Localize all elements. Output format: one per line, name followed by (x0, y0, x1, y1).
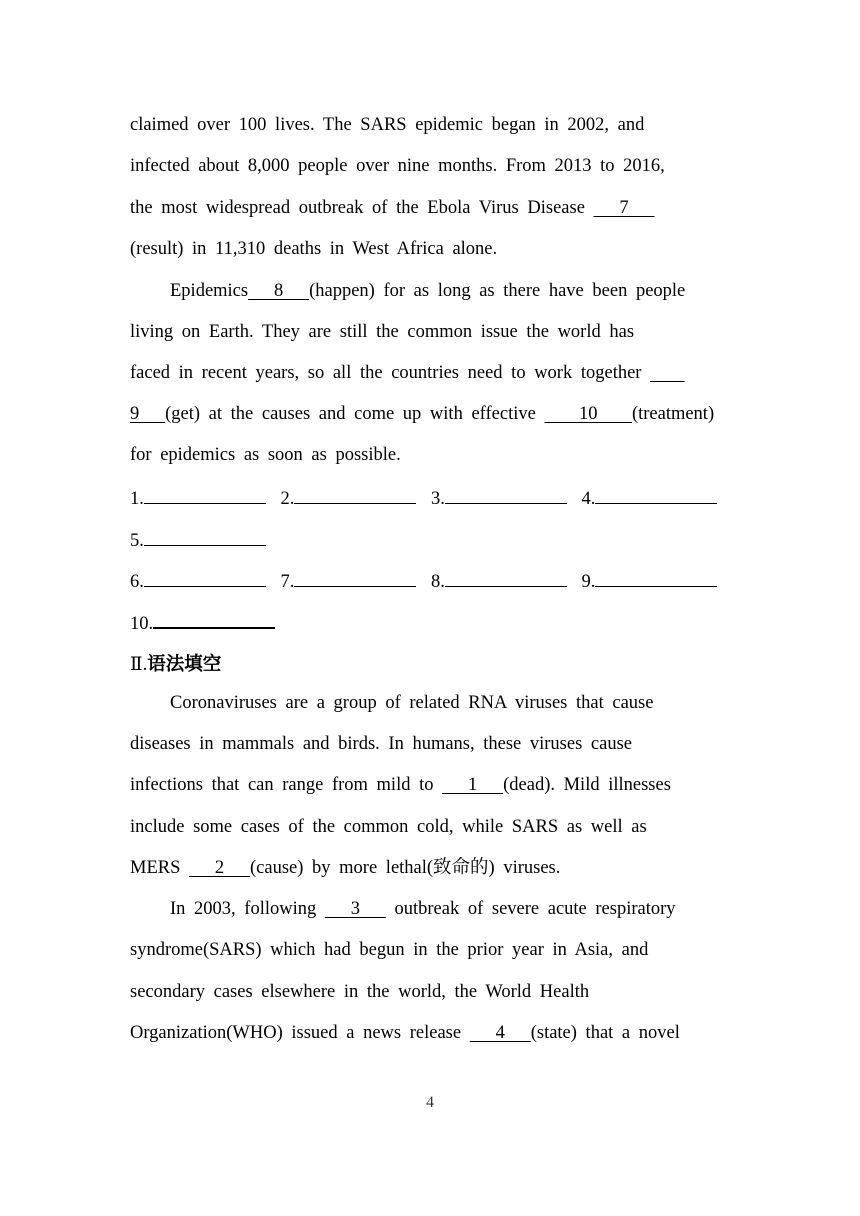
text: faced in recent years, so all the countries need to work together (130, 363, 651, 383)
text: infections that can range from mild to (130, 775, 443, 795)
text: secondary cases elsewhere in the world, the World Health (130, 982, 590, 1002)
text: (happen) for as long as there have been people (309, 281, 686, 301)
answer-row (130, 568, 717, 592)
passage-line (170, 691, 653, 715)
passage-line (170, 897, 676, 921)
passage-line (130, 402, 714, 426)
answer-blank-4[interactable]: 4. (582, 485, 718, 510)
text: (state) that a novel (530, 1023, 680, 1043)
passage-line (130, 856, 560, 880)
answer-blank-1[interactable]: 1. (130, 485, 266, 510)
passage-line (130, 113, 644, 137)
blank-2[interactable]: 2 (189, 858, 251, 878)
answer-blank-10[interactable]: 10. (130, 609, 275, 635)
text: claimed over 100 lives. The SARS epidemic began in 2002, and (130, 115, 645, 135)
blank-3[interactable]: 3 (324, 899, 386, 919)
answer-blank-9[interactable]: 9. (582, 568, 718, 593)
blank-1[interactable]: 1 (442, 775, 504, 795)
passage-line (130, 196, 655, 220)
answer-blank-3[interactable]: 3. (431, 485, 567, 510)
text: Coronaviruses are a group of related RNA viruses that cause (170, 693, 654, 713)
text: diseases in mammals and birds. In humans, these viruses cause (130, 734, 632, 754)
answer-blank-8[interactable]: 8. (431, 568, 567, 593)
answer-blank-6[interactable]: 6. (130, 568, 266, 593)
passage-line (130, 237, 497, 261)
text: (cause) by more lethal(致命的) viruses. (250, 858, 561, 878)
blank-4[interactable]: 4 (469, 1023, 531, 1043)
text: the most widespread outbreak of the Ebola Virus Disease (130, 198, 594, 218)
passage-line (130, 320, 634, 344)
section-number: Ⅱ. (130, 655, 148, 675)
text: (result) in 11,310 deaths in West Africa alone. (130, 239, 498, 259)
text: syndrome(SARS) which had begun in the prior year in Asia, and (130, 940, 649, 960)
section-title: 语法填空 (147, 654, 222, 675)
text: (treatment) (631, 404, 715, 424)
passage-line (130, 773, 671, 797)
answer-blank-7[interactable]: 7. (281, 568, 417, 593)
text: infected about 8,000 people over nine months. From 2013 to 2016, (130, 156, 665, 176)
text: In 2003, following (170, 899, 325, 919)
passage-line (130, 1021, 680, 1045)
text: living on Earth. They are still the common issue the world has (130, 322, 635, 342)
passage-line (170, 279, 685, 303)
text: Organization(WHO) issued a news release (130, 1023, 470, 1043)
text: MERS (130, 858, 190, 878)
answer-row (130, 485, 717, 509)
passage-line (130, 938, 648, 962)
passage-line (130, 361, 685, 385)
answer-blank-2[interactable]: 2. (281, 485, 417, 510)
answer-row (130, 609, 275, 633)
blank-10[interactable]: 10 (544, 404, 632, 424)
passage-line (130, 732, 632, 756)
answer-row (130, 527, 266, 551)
passage-line (130, 815, 647, 839)
section-heading (130, 650, 221, 674)
passage-line (130, 980, 589, 1004)
blank-7[interactable]: 7 (593, 198, 655, 218)
text: Epidemics (170, 281, 249, 301)
text: outbreak of severe acute respiratory (385, 899, 676, 919)
page-number: 4 (426, 1094, 434, 1111)
blank-9[interactable]: 9 (130, 404, 166, 424)
blank-9-start[interactable] (650, 363, 685, 383)
passage-line (130, 154, 665, 178)
text: (dead). Mild illnesses (503, 775, 671, 795)
blank-8[interactable]: 8 (248, 281, 310, 301)
passage-line (130, 443, 401, 467)
text: for epidemics as soon as possible. (130, 445, 401, 465)
text: (get) at the causes and come up with effective (165, 404, 545, 424)
answer-blank-5[interactable]: 5. (130, 527, 266, 552)
text: include some cases of the common cold, while SARS as well as (130, 817, 647, 837)
